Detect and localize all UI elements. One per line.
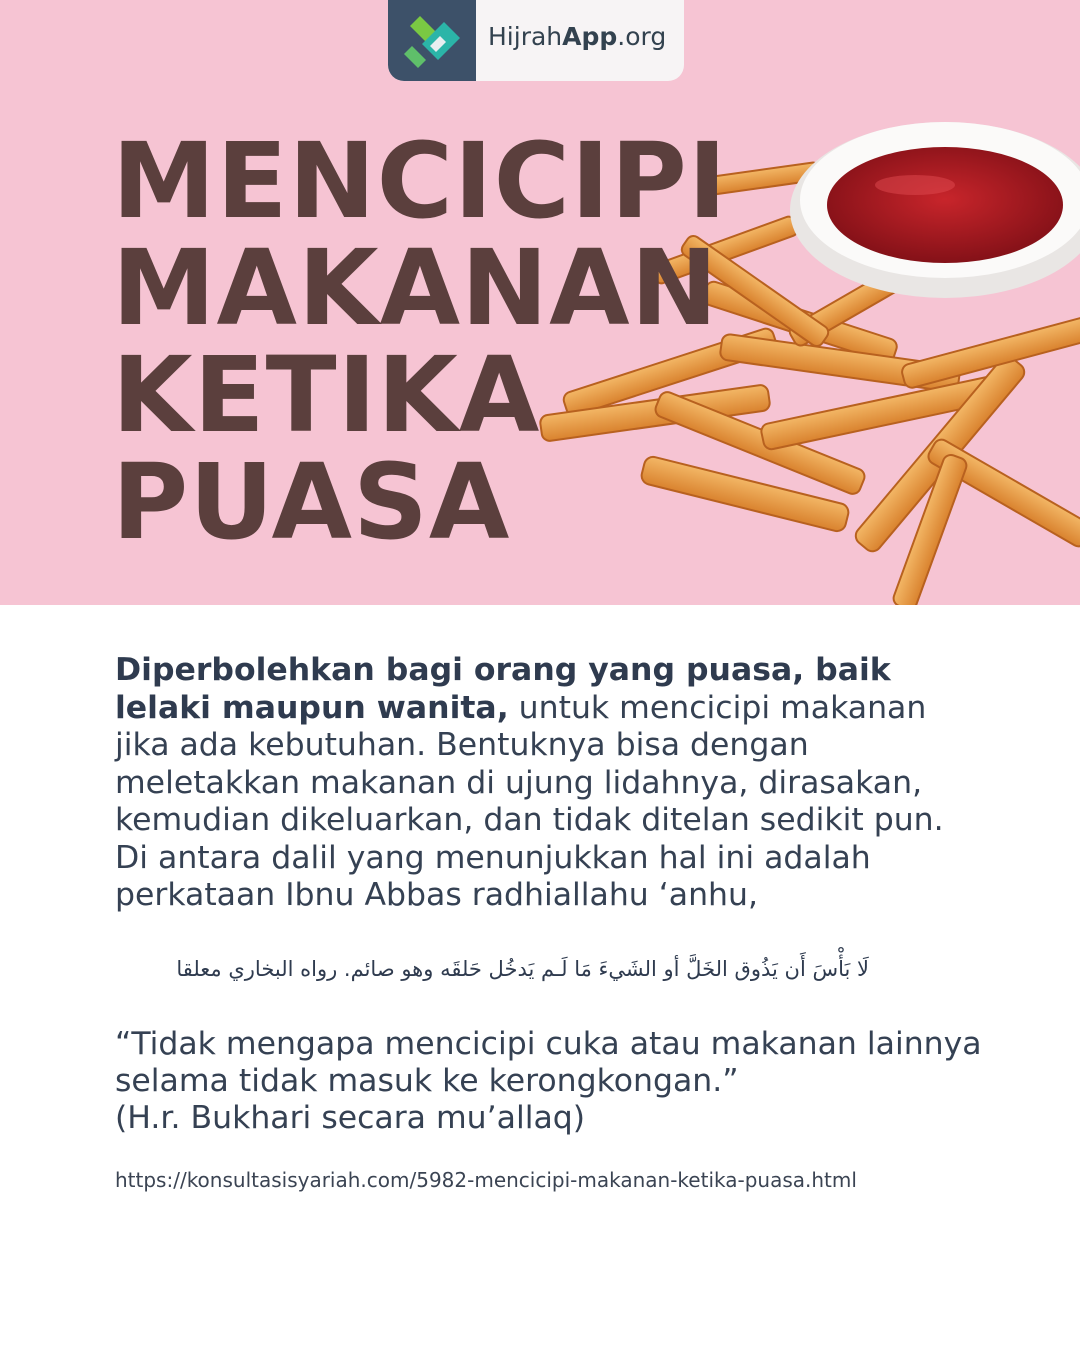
hero-banner xyxy=(0,0,1080,605)
brand-name-prefix: Hijrah xyxy=(488,22,563,51)
title-line-1: MENCICIPI xyxy=(112,120,728,242)
intro-bold-text: Diperbolehkan bagi orang yang puasa, baik lelaki maupun wanita, xyxy=(115,652,891,726)
source-link[interactable]: https://konsultasisyariah.com/5982-mencicipi-makanan-ketika-puasa.html xyxy=(115,1168,857,1192)
quote-citation: (H.r. Bukhari secara mu’allaq) xyxy=(115,1100,586,1136)
title-line-3: KETIKA xyxy=(112,334,541,456)
brand-name-bold: App xyxy=(562,22,618,51)
quote-text: “Tidak mengapa mencicipi cuka atau makanan lainnya selama tidak masuk ke kerongkongan.” xyxy=(115,1026,982,1099)
brand-name-suffix: .org xyxy=(617,22,667,51)
ketchup-bowl xyxy=(790,122,1080,298)
article-body xyxy=(115,652,985,915)
brand-badge[interactable] xyxy=(388,0,684,81)
brand-name xyxy=(488,22,666,51)
page-title xyxy=(112,120,728,563)
hijrahapp-logo-icon xyxy=(388,0,476,81)
arabic-hadith-text: لَا بَأْسَ أَن يَذُوق الخَلَّ أو الشَيءَ مَا لَـم يَدخُل حَلقَه وهو صائم. رواه البخاري معلقا xyxy=(176,957,869,981)
title-line-4: PUASA xyxy=(112,441,511,563)
translation-quote xyxy=(115,1026,985,1137)
intro-text: untuk mencicipi makanan jika ada kebutuhan. Bentuknya bisa dengan meletakkan makanan di ujung lidahnya, dirasakan, kemudian dikeluarkan, dan tidak ditelan sedikit pun. Di antara dalil yang menunjukkan hal ini adalah perkataan Ibnu Abbas radhiallahu ‘anhu, xyxy=(115,689,944,913)
title-line-2: MAKANAN xyxy=(112,227,719,349)
intro-paragraph xyxy=(115,652,985,915)
